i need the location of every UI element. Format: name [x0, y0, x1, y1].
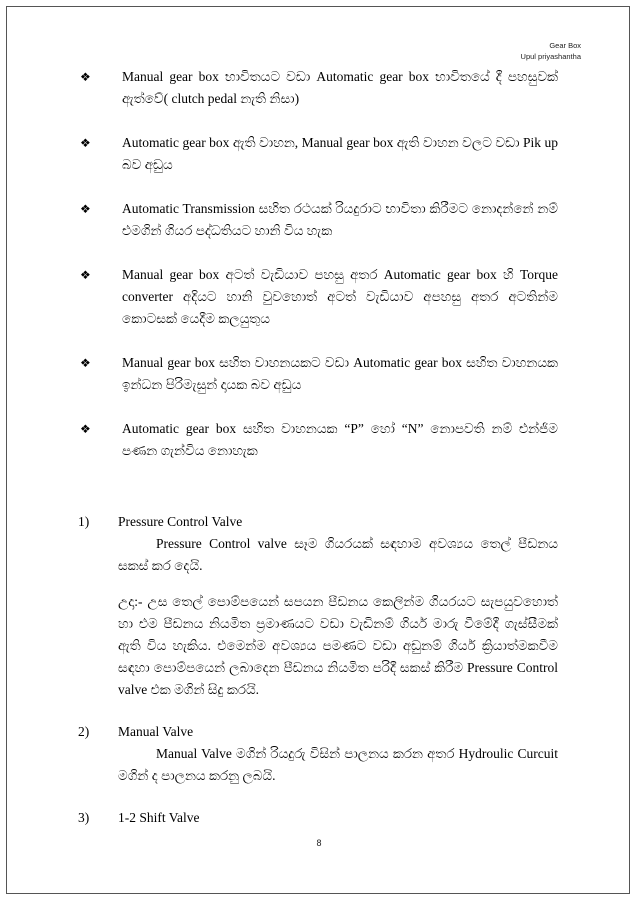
list-item — [78, 264, 558, 330]
bullet-list — [78, 66, 558, 484]
section-number: 2) — [78, 724, 90, 739]
section-title: 1-2 Shift Valve — [118, 810, 200, 825]
page-header — [521, 40, 581, 62]
diamond-bullet-icon: ❖ — [80, 202, 91, 216]
diamond-bullet-icon: ❖ — [80, 136, 91, 150]
section-pressure-control-valve — [78, 511, 558, 701]
list-item — [78, 132, 558, 176]
diamond-bullet-icon: ❖ — [80, 70, 91, 84]
section-paragraph: Manual Valve මගින් රියදුරු විසින් පාලනය කරන අතර Hydroulic Curcuit මගින් ද පාලනය කරනු ලබයි. — [118, 746, 558, 783]
bullet-text: Manual gear box අටත් වැඩියාව පහසු අතර Automatic gear box හි Torque converter අදියට හානි වුවහොත් අටත් වැඩියාව අපහසු අතර අටතින්ම කොටසක් යෙදීම කලයුතුය — [122, 267, 558, 326]
list-item — [78, 66, 558, 110]
bullet-text: Automatic gear box ඇති වාහන, Manual gear box ඇති වාහන වලට වඩා Pik up බව අඩුය — [122, 135, 558, 172]
page-number: 8 — [316, 838, 322, 848]
valve-sections — [78, 511, 558, 849]
header-title: Gear Box — [549, 41, 581, 50]
diamond-bullet-icon: ❖ — [80, 422, 91, 436]
diamond-bullet-icon: ❖ — [80, 268, 91, 282]
section-title: Pressure Control Valve — [118, 514, 243, 529]
section-number: 1) — [78, 514, 90, 529]
bullet-text: Automatic Transmission සහිත රථයක් රියදුරාට භාවිතා කිරීමට නොදන්නේ නම් එමගින් ගියර පද්ධතියට හානි විය හැක — [122, 201, 558, 238]
bullet-text: Manual gear box සහිත වාහනයකට වඩා Automatic gear box සහිත වාහනයක ඉන්ධන පිරිමැසුන් දායක බව අඩුය — [122, 355, 558, 392]
section-paragraph: උදා:- උස තෙල් පොම්පයෙන් සපයන පීඩනය කෙලින්ම ගියරයට සැපයුවහොත් හා එම පීඩනය නියමිත ප්‍රමාණයට වඩා වැඩිනම් ගියර් මාරු වීමේදී ගැස්සීමක් ඇති විය හැකිය. එමෙන්ම අවශ්‍යය පමණට වඩා අඩුනම් ගියර් ක්‍රියාත්මකවීම සඳහා පොම්පයෙන් ලබාදෙන පීඩනය නියමිත පරිදී සකස් කිරීම Pressure Control valve එක මගින් සිදු කරයි. — [118, 594, 558, 697]
list-item — [78, 418, 558, 462]
bullet-text: Automatic gear box සහිත වාහනයක “P” හෝ “N” නොපවති නම් එන්ජිම පණන ගැන්විය නොහැක — [122, 421, 558, 458]
section-manual-valve — [78, 721, 558, 787]
diamond-bullet-icon: ❖ — [80, 356, 91, 370]
section-paragraph: Pressure Control valve සෑම ගියරයක් සඳහාම අවශ්‍යය තෙල් පීඩනය සකස් කර දෙයි. — [118, 536, 558, 573]
list-item — [78, 352, 558, 396]
section-shift-valve — [78, 807, 558, 829]
header-author: Upul priyashantha — [520, 52, 581, 61]
bullet-text: Manual gear box භාවිතයට වඩා Automatic gear box භාවිතයේ දී පහසුවක් ඇත්වේ( clutch pedal නැති නිසා) — [122, 69, 558, 106]
section-title: Manual Valve — [118, 724, 194, 739]
list-item — [78, 198, 558, 242]
section-number: 3) — [78, 810, 90, 825]
